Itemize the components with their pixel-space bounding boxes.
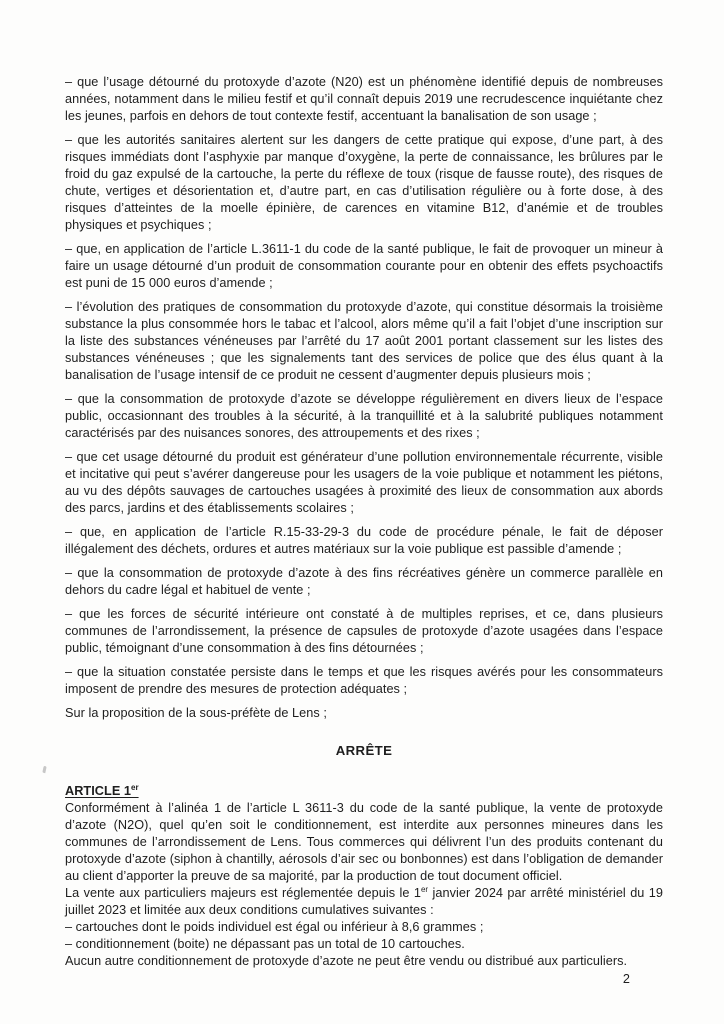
decree-heading: ARRÊTE — [335, 743, 393, 758]
condition-item: – cartouches dont le poids individuel est égal ou inférieur à 8,6 grammes ; — [65, 920, 484, 934]
proposition-line: Sur la proposition de la sous-préfète de Lens ; — [65, 706, 327, 720]
consideration-paragraph: – que l’usage détourné du protoxyde d’azote (N20) est un phénomène identifié depuis de nombreuses années, notamment dans le milieu festif et qu’il connaît depuis 2019 une recrudescence inquiétante chez les jeunes, parfois en dehors de tout contexte festif, accentuant la banalisation de son usage ; — [65, 75, 663, 123]
consideration-paragraph: – que la consommation de protoxyde d’azote se développe régulièrement en divers lieux de l’espace public, occasionnant des troubles à la sécurité, à la tranquillité et à la salubrité publiques notamment caractérisés par des nuisances sonores, des attroupements et des rixes ; — [65, 392, 663, 440]
ordinal-superscript: er — [420, 884, 429, 894]
document-body — [65, 74, 663, 995]
article-1-sentence-start: La vente aux particuliers majeurs est réglementée depuis le 1 — [65, 886, 421, 900]
article-1-paragraph — [65, 885, 663, 919]
article-1-heading-superscript: er — [131, 782, 139, 792]
consideration-paragraph: – que la situation constatée persiste dans le temps et que les risques avérés pour les consommateurs imposent de prendre des mesures de protection adéquates ; — [65, 665, 663, 696]
consideration-paragraph: – que, en application de l’article R.15-33-29-3 du code de procédure pénale, le fait de déposer illégalement des déchets, ordures et autres matériaux sur la voie publique est passible d’amende ; — [65, 525, 663, 556]
consideration-paragraph: – l’évolution des pratiques de consommation du protoxyde d’azote, qui constitue désormais la troisième substance la plus consommée hors le tabac et l’alcool, alors même qu’il a fait l’objet d’une inscription sur la liste des substances vénéneuses par l’arrêté du 17 août 2001 portant classement sur les listes des substances vénéneuses ; que les signalements tant des services de police que des élus quant à la banalisation de l’usage intensif de ce produit ne cessent d’augmenter depuis plusieurs mois ; — [65, 300, 663, 382]
scan-artifact-mark — [42, 766, 46, 773]
consideration-paragraph: – que, en application de l’article L.3611-1 du code de la santé publique, le fait de provoquer un mineur à faire un usage détourné d’un produit de consommation courante pour en obtenir des effets psychoactifs est puni de 15 000 euros d’amende ; — [65, 242, 663, 290]
consideration-paragraph: – que cet usage détourné du produit est générateur d’une pollution environnementale récurrente, visible et incitative qui peut s’avérer dangereuse pour les usagers de la voie publique et notamment les piétons, au vu des dépôts sauvages de cartouches usagées à proximité des lieux de consommation aux abords des parcs, jardins et des établissements scolaires ; — [65, 450, 663, 515]
article-1-closing-line: Aucun autre conditionnement de protoxyde d’azote ne peut être vendu ou distribué aux particuliers. — [65, 954, 628, 968]
article-1-sentence-end: janvier 2024 par arrêté ministériel du 19 juillet 2023 et limitée aux deux conditions cumulatives suivantes : — [65, 886, 664, 917]
consideration-paragraph: – que la consommation de protoxyde d’azote à des fins récréatives génère un commerce parallèle en dehors du cadre légal et habituel de vente ; — [65, 566, 663, 597]
condition-item: – conditionnement (boite) ne dépassant pas un total de 10 cartouches. — [65, 937, 465, 951]
consideration-paragraph: – que les autorités sanitaires alertent sur les dangers de cette pratique qui expose, d’une part, à des risques immédiats dont l’asphyxie par manque d’oxygène, la perte de connaissance, les brûlures par le froid du gaz expulsé de la cartouche, la perte du réflexe de toux (risque de fausse route), des risques de chute, vertiges et désorientation et, d’autre part, en cas d’utilisation régulière ou à forte dose, à des risques d’atteintes de la moelle épinière, de carences en vitamine B12, d’anémie et de troubles physiques et psychiques ; — [65, 133, 663, 232]
article-1-heading-text: ARTICLE 1 — [65, 784, 132, 798]
article-1-paragraph: Conformément à l’alinéa 1 de l’article L 3611-3 du code de la santé publique, la vente de protoxyde d’azote (N2O), quel qu’en soit le conditionnement, est interdite aux personnes mineures dans les communes de l’arrondissement de Lens. Tous commerces qui délivrent l’un des produits contenant du protoxyde d’azote (siphon à chantilly, aérosols d’air sec ou bonbonnes) est dans l’obligation de demander au client d’apporter la preuve de sa majorité, par la production de tout document officiel. — [65, 801, 663, 883]
page-number: 2 — [622, 972, 630, 986]
consideration-paragraph: – que les forces de sécurité intérieure ont constaté à de multiples reprises, et ce, dans plusieurs communes de l’arrondissement, la présence de capsules de protoxyde d’azote usagées dans l’espace public, témoignant d’une consommation à des fins détournées ; — [65, 607, 663, 655]
article-1-heading — [65, 783, 663, 800]
